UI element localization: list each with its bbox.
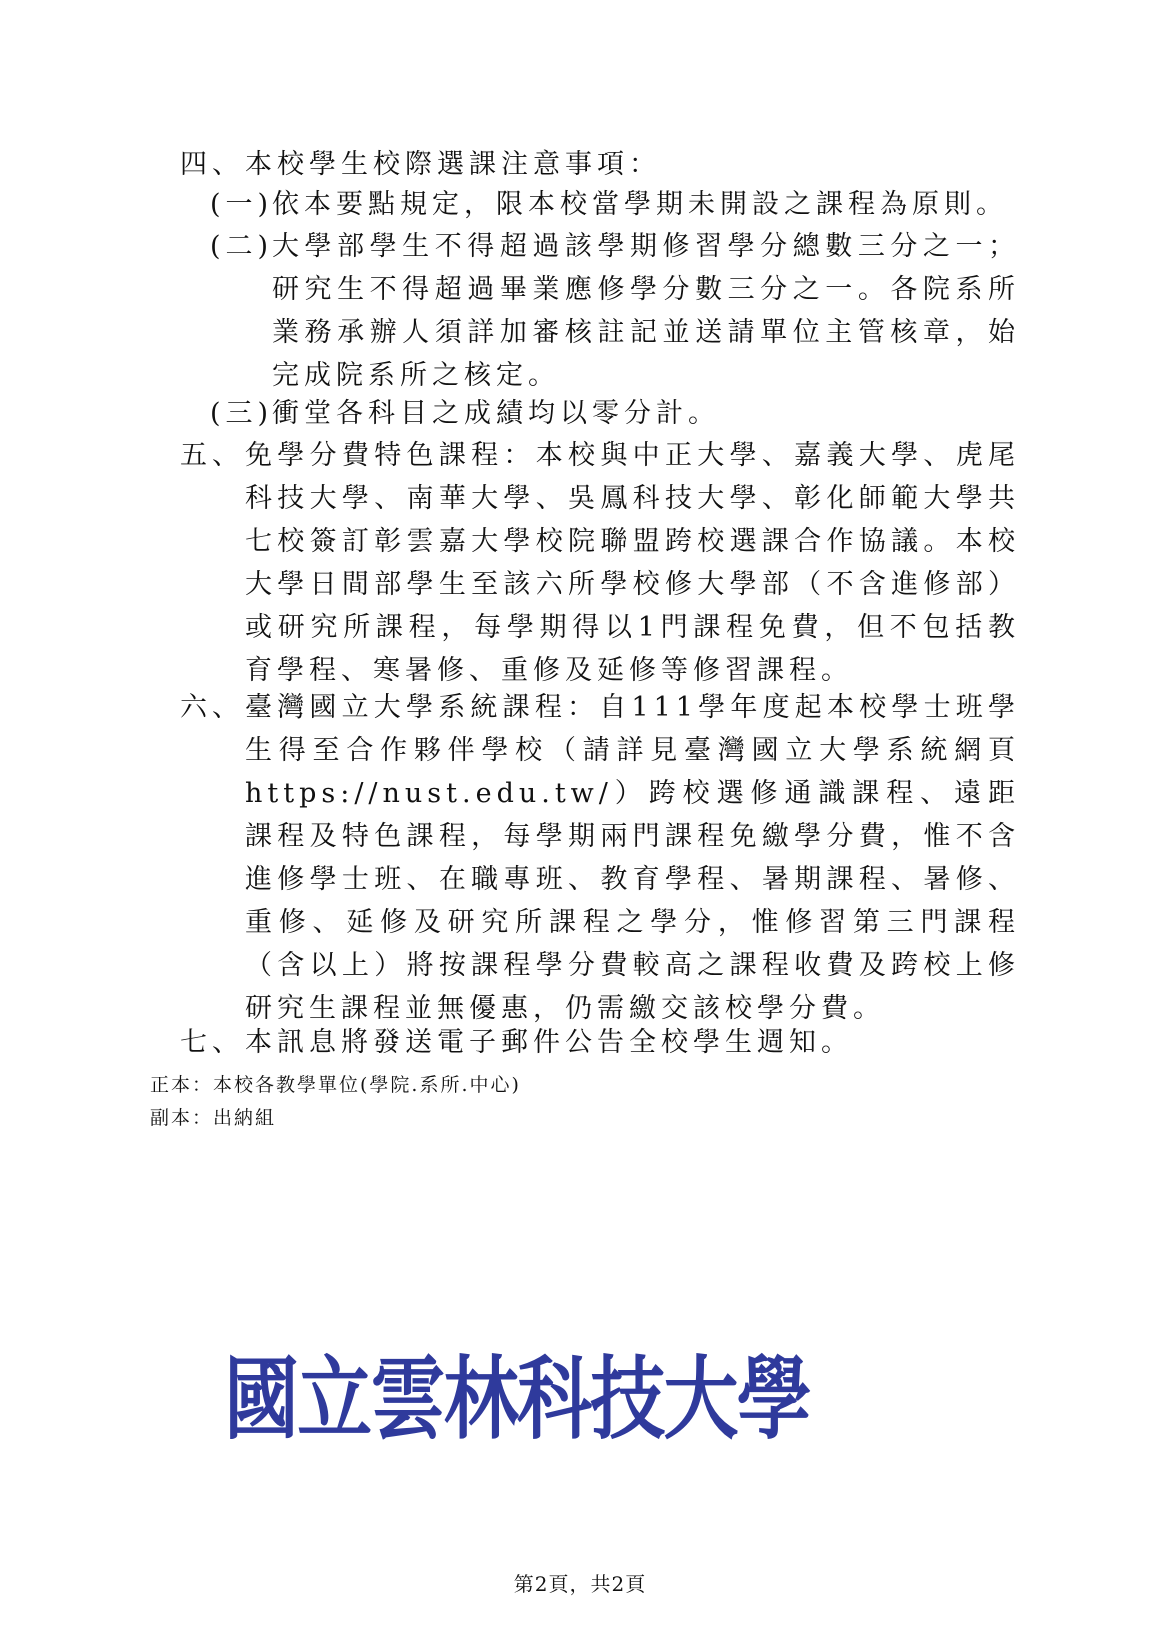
item-3-label: (三) xyxy=(210,398,274,429)
section-7-text: 本訊息將發送電子郵件公告全校學生週知。 xyxy=(245,1027,853,1058)
section-4-item-2 xyxy=(210,225,1020,397)
item-2-text: 大學部學生不得超過該學期修習學分總數三分之一；研究生不得超過畢業應修學分數三分之一。各院系所業務承辦人須詳加審核註記並送請單位主管核章，始完成院系所之核定。 xyxy=(272,231,1020,391)
section-7 xyxy=(180,1021,1020,1064)
section-4-text: 本校學生校際選課注意事項： xyxy=(245,149,661,180)
section-7-heading: 七、 xyxy=(180,1027,244,1058)
item-3-text: 衝堂各科目之成績均以零分計。 xyxy=(272,398,720,429)
item-1-text: 依本要點規定，限本校當學期未開設之課程為原則。 xyxy=(272,189,1008,220)
distribution-copy: 副本：出納組 xyxy=(150,1107,277,1129)
page-number: 第2頁，共2頁 xyxy=(513,1572,647,1596)
section-5-text: 免學分費特色課程：本校與中正大學、嘉義大學、虎尾科技大學、南華大學、吳鳳科技大學、彰化師範大學共七校簽訂彰雲嘉大學校院聯盟跨校選課合作協議。本校大學日間部學生至該六所學校修大學部（不含進修部）或研究所課程，每學期得以1門課程免費，但不包括教育學程、寒暑修、重修及延修等修習課程。 xyxy=(245,440,1020,686)
distribution-original: 正本：本校各教學單位(學院.系所.中心) xyxy=(150,1074,521,1096)
section-4 xyxy=(180,143,1020,186)
section-6-heading: 六、 xyxy=(180,692,244,723)
section-5 xyxy=(180,434,1020,692)
item-2-label: (二) xyxy=(210,231,274,262)
section-6 xyxy=(180,686,1020,1030)
section-4-item-3 xyxy=(210,392,1020,435)
university-seal xyxy=(222,1338,812,1450)
section-4-item-1 xyxy=(210,183,1020,226)
section-5-heading: 五、 xyxy=(180,440,244,471)
item-1-label: (一) xyxy=(210,189,274,220)
seal-text: 國立雲林科技大學 xyxy=(224,1347,811,1452)
section-4-heading: 四、 xyxy=(180,149,244,180)
section-6-text: 臺灣國立大學系統課程：自111學年度起本校學士班學生得至合作夥伴學校（請詳見臺灣國立大學系統網頁https://nust.edu.tw/）跨校選修通識課程、遠距課程及特色課程，每學期兩門課程免繳學分費，惟不含進修學士班、在職專班、教育學程、暑期課程、暑修、重修、延修及研究所課程之學分，惟修習第三門課程（含以上）將按課程學分費較高之課程收費及跨校上修研究生課程並無優惠，仍需繳交該校學分費。 xyxy=(245,692,1020,1024)
